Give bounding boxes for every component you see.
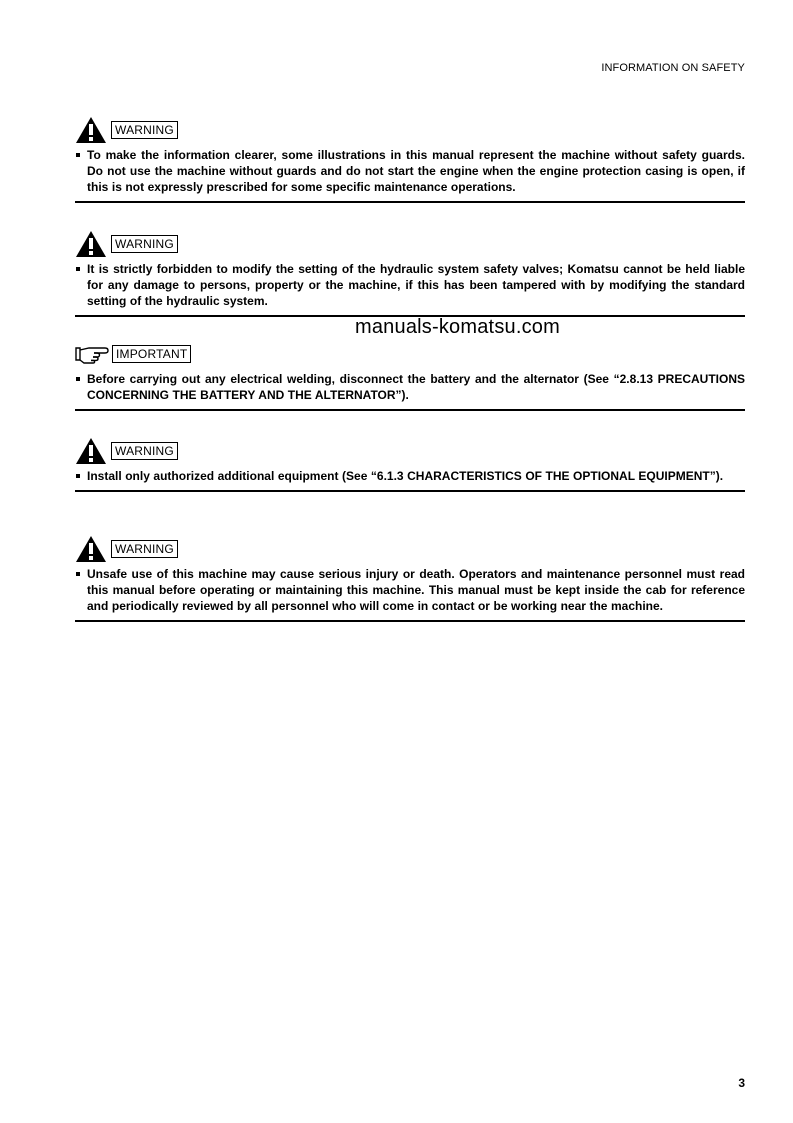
watermark-text: manuals-komatsu.com <box>355 316 560 338</box>
important-label: IMPORTANT <box>112 345 191 363</box>
warning-block-guards <box>75 116 745 203</box>
page-header: INFORMATION ON SAFETY <box>601 62 745 74</box>
warning-label-row <box>75 437 745 465</box>
warning-block-unsafe-use <box>75 535 745 622</box>
warning-block-hydraulic <box>75 230 745 317</box>
warning-block-equipment <box>75 437 745 492</box>
warning-text <box>75 147 745 195</box>
section-divider <box>75 201 745 203</box>
bullet-icon <box>76 377 80 381</box>
warning-label-row <box>75 535 745 563</box>
pointing-hand-icon <box>75 344 109 364</box>
section-divider <box>75 409 745 411</box>
important-label-row <box>75 340 745 368</box>
warning-label-row <box>75 230 745 258</box>
warning-text-content: Unsafe use of this machine may cause serious injury or death. Operators and maintenance personnel must read this manual before operating or maintaining this machine. This manual must be kept inside the cab for reference and periodically reviewed by all personnel who will come in contact or be working near the machine. <box>87 567 745 613</box>
warning-text-content: To make the information clearer, some illustrations in this manual represent the machine without safety guards. Do not use the machine without guards and do not start the engine when the engine protection casing is open, if this is not expressly prescribed for some specific maintenance operations. <box>87 148 745 194</box>
warning-triangle-icon <box>75 535 107 563</box>
warning-text-content: It is strictly forbidden to modify the setting of the hydraulic system safety valves; Komatsu cannot be held liable for any damage to persons, property or the machine, if this has been tampered with by modifying the standard setting of the hydraulic system. <box>87 262 745 308</box>
warning-label: WARNING <box>111 121 178 139</box>
warning-text <box>75 468 745 484</box>
bullet-icon <box>76 572 80 576</box>
bullet-icon <box>76 267 80 271</box>
warning-text <box>75 261 745 309</box>
warning-label-row <box>75 116 745 144</box>
important-text <box>75 371 745 403</box>
warning-label: WARNING <box>111 540 178 558</box>
warning-text <box>75 566 745 614</box>
warning-text-content: Install only authorized additional equipment (See “6.1.3 CHARACTERISTICS OF THE OPTIONAL EQUIPMENT”). <box>87 469 724 483</box>
section-divider <box>75 490 745 492</box>
section-divider <box>75 620 745 622</box>
warning-label: WARNING <box>111 235 178 253</box>
warning-triangle-icon <box>75 116 107 144</box>
warning-triangle-icon <box>75 230 107 258</box>
bullet-icon <box>76 474 80 478</box>
warning-triangle-icon <box>75 437 107 465</box>
warning-label: WARNING <box>111 442 178 460</box>
page-number: 3 <box>738 1076 745 1090</box>
bullet-icon <box>76 153 80 157</box>
important-block-welding <box>75 340 745 411</box>
important-text-content: Before carrying out any electrical welding, disconnect the battery and the alternator (See “2.8.13 PRECAUTIONS CONCERNING THE BATTERY AND THE ALTERNATOR”). <box>87 372 745 402</box>
